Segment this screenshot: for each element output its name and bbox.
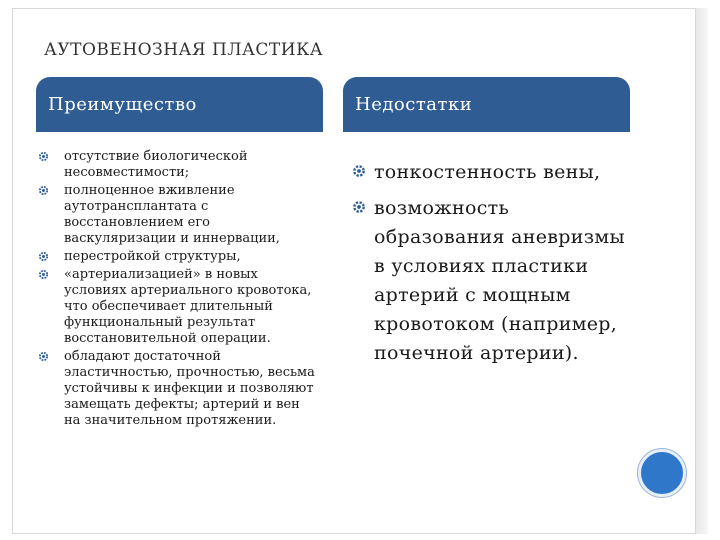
gear-bullet-icon [352, 200, 366, 214]
list-item-text: возможность образования аневризмы в условиях пластики артерий с мощным кровотоком (например, почечной артерии). [374, 197, 625, 364]
list-item-text: обладают достаточной эластичностью, прочностью, весьма устойчивы к инфекции и позволяют замещать дефекты; артерий и вен на значительном протяжении. [64, 349, 315, 428]
list-item-text: отсутствие биологической несовместимости; [64, 149, 248, 180]
gear-bullet-icon [38, 351, 49, 362]
advantages-list [38, 149, 320, 431]
gear-bullet-icon [38, 185, 49, 196]
list-item-text: перестройкой структуры, [64, 249, 241, 264]
gear-bullet-icon [38, 269, 49, 280]
advantages-header [36, 77, 323, 132]
decorative-circle [638, 449, 686, 497]
list-item [38, 349, 320, 429]
gear-bullet-icon [38, 251, 49, 262]
disadvantages-list [352, 158, 632, 375]
list-item [38, 267, 320, 347]
slide-edge-shadow [696, 8, 708, 534]
list-item-text: «артериализацией» в новых условиях артериального кровотока, что обеспечивает длительный функциональный результат восстановительной операции. [64, 267, 312, 346]
gear-bullet-icon [352, 164, 366, 178]
disadvantages-header-label: Недостатки [355, 94, 473, 115]
list-item-text: тонкостенность вены, [374, 161, 601, 183]
slide-title: АУТОВЕНОЗНАЯ ПЛАСТИКА [44, 40, 324, 60]
list-item [352, 158, 632, 187]
list-item [38, 183, 320, 247]
list-item [38, 249, 320, 265]
disadvantages-header [343, 77, 630, 132]
list-item [352, 194, 632, 368]
list-item [38, 149, 320, 181]
list-item-text: полноценное вживление аутотрансплантата с восстановлением его васкуляризации и иннервации, [64, 183, 280, 246]
advantages-header-label: Преимущество [48, 94, 197, 115]
gear-bullet-icon [38, 151, 49, 162]
